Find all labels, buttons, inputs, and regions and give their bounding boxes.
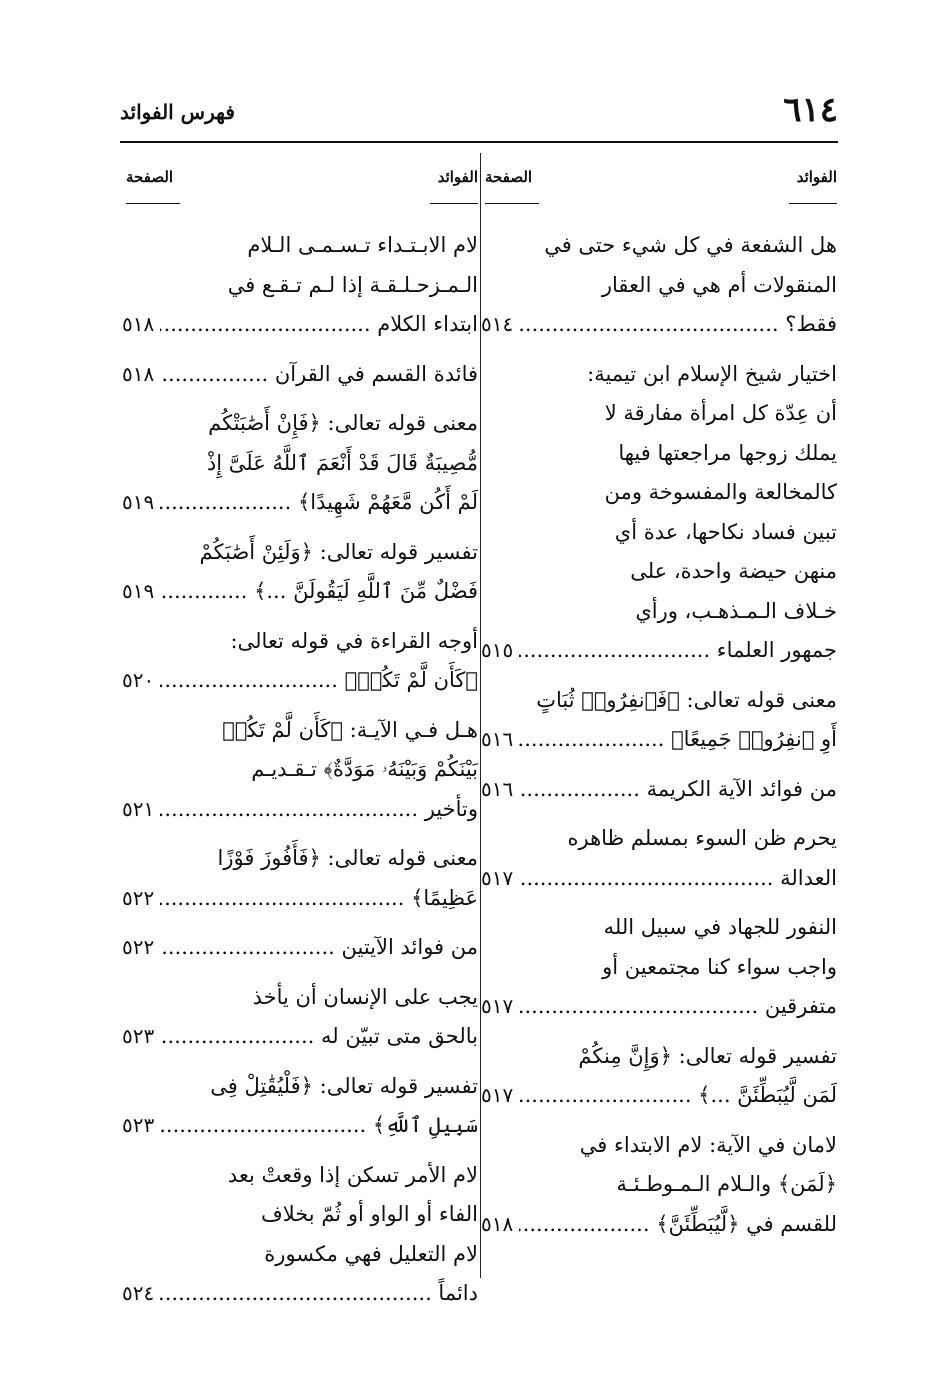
entry-page-number: ٥٢٢ (122, 928, 160, 968)
entry-line (122, 839, 478, 879)
entry-line (481, 1076, 837, 1116)
entry-text: فائدة القسم في القرآن ..... (122, 362, 478, 386)
entry-text: خـلاف الـمـذهـب، ورأي (635, 598, 837, 623)
entry-line (122, 879, 478, 919)
index-entry (122, 404, 478, 523)
entry-line (481, 434, 837, 474)
column-header-underline (789, 203, 837, 205)
entry-line (481, 552, 837, 592)
index-column-right (481, 158, 837, 1254)
entry-text: المنقولات أم هي في العقار (601, 272, 837, 297)
index-entry (122, 928, 478, 968)
entry-text: هل الشفعة في كل شيء حتى في (544, 233, 837, 257)
entry-text: دائماً ..... (122, 1281, 478, 1305)
entry-text: لام الأمر تسكن إذا وقعتْ بعد (227, 1162, 478, 1187)
entry-text: معنى قوله تعالى: ﴿فَإِنْ أَصَٰبَتْكُم (208, 411, 478, 435)
entry-line (122, 928, 478, 968)
column-header-page: الصفحة (485, 168, 533, 186)
entry-line (122, 572, 478, 612)
entry-line (122, 711, 478, 751)
index-entry (481, 770, 837, 810)
entry-line (122, 1156, 478, 1196)
entry-text: ﴿كَأَن لَّمْ تَكُنۢ﴾ ..... (122, 668, 478, 692)
index-entry (481, 908, 837, 1027)
entry-line (122, 622, 478, 662)
entry-text: عَظِيمًا﴾ ..... (122, 886, 478, 910)
entry-page-number: ٥١٧ (481, 859, 519, 899)
column-header-page: الصفحة (126, 168, 174, 186)
entry-text: الـمـزحـلـقـة إذا لـم تـقـع في (227, 272, 478, 297)
index-entry (122, 1156, 478, 1314)
index-entry (481, 819, 837, 898)
entry-line (481, 355, 837, 395)
entry-line (122, 790, 478, 830)
entry-line (122, 305, 478, 345)
entry-text: هـل فـي الآيـة: ﴿كَأَن لَّمْ تَكُنۢ (222, 717, 478, 742)
entry-line (481, 394, 837, 434)
index-entry (122, 622, 478, 701)
entry-line (481, 770, 837, 810)
index-entry (481, 1126, 837, 1245)
index-entry (481, 1037, 837, 1116)
entry-line (481, 1165, 837, 1205)
entry-text: أَوِ ٱنفِرُوا۟ جَمِيعًا﴾ ..... (481, 727, 837, 751)
entry-text: من فوائد الآيتين ..... (122, 935, 478, 959)
entry-page-number: ٥١٥ (481, 631, 519, 671)
entry-line (481, 513, 837, 553)
entry-line (122, 661, 478, 701)
entry-text: يحرم ظن السوء بمسلم ظاهره (567, 826, 837, 850)
entry-text: من فوائد الآية الكريمة ..... (481, 777, 837, 801)
entry-page-number: ٥١٨ (122, 355, 160, 395)
entry-text: تبين فساد نكاحها، عدة أي (614, 519, 837, 544)
entry-line (481, 1126, 837, 1166)
entry-text: معنى قوله تعالى: ﴿فَأَفُوزَ فَوْزًا (217, 846, 478, 870)
entry-text: ابتداء الكلام ..... (122, 312, 478, 336)
entry-text: لام الابـتـداء تـسـمـى الـلام (247, 233, 478, 257)
entry-page-number: ٥٢٣ (122, 1017, 160, 1057)
entry-line (481, 948, 837, 988)
entry-line (122, 1106, 478, 1146)
entry-line (481, 226, 837, 266)
entry-page-number: ٥٢٣ (122, 1106, 160, 1146)
column-header-underline (126, 203, 180, 205)
entry-line (122, 978, 478, 1018)
entry-text: مُّصِيبَةٌ قَالَ قَدْ أَنْعَمَ ٱللَّهُ عَلَىَّ إِذْ (206, 450, 478, 475)
entry-text: بَيْنَكُمْ وَبَيْنَهُۥ مَوَدَّةٌ﴾ تـقـديـم (251, 757, 478, 781)
entry-line (122, 266, 478, 306)
entry-page-number: ٥١٧ (481, 987, 519, 1027)
index-entry (122, 533, 478, 612)
entry-line (122, 1274, 478, 1314)
entry-line (481, 1205, 837, 1245)
entry-text: منهن حيضة واحدة، على (630, 559, 837, 583)
entry-text: اختيار شيخ الإسلام ابن تيمية: (587, 361, 837, 386)
index-entry (122, 711, 478, 830)
entry-text: الفاء أو الواو أو ثُمّ بخلاف (260, 1202, 478, 1226)
entry-text: فَضْلٌ مِّنَ ٱللَّهِ لَيَقُولَنَّ ...﴾ ..... (122, 579, 478, 603)
entry-line (481, 305, 837, 345)
index-entry (122, 226, 478, 345)
entry-page-number: ٥١٦ (481, 770, 519, 810)
index-entries (122, 226, 478, 1314)
entry-text: أن عِدّة كل امرأة مفارقة لا (604, 401, 837, 425)
entry-line (481, 720, 837, 760)
entry-line (481, 592, 837, 632)
index-entry (122, 1067, 478, 1146)
entry-text: العدالة ..... (481, 866, 837, 890)
entry-text: تفسير قوله تعالى: ﴿وَإِنَّ مِنكُمْ (578, 1043, 837, 1068)
entry-line (122, 1017, 478, 1057)
index-column-left (122, 158, 478, 1324)
entry-text: متفرقين ..... (481, 994, 837, 1018)
entry-line (122, 404, 478, 444)
entry-text: يجب على الإنسان أن يأخذ (252, 984, 478, 1009)
entry-text: وتأخير ..... (122, 797, 478, 821)
column-header-underline (485, 203, 539, 205)
entry-text: جمهور العلماء ..... (481, 638, 837, 662)
entry-line (122, 444, 478, 484)
column-header (122, 158, 478, 204)
entry-page-number: ٥٢٠ (122, 661, 160, 701)
entry-text: بالحق متى تبيّن له ..... (122, 1024, 478, 1048)
entry-line (122, 1235, 478, 1275)
entry-page-number: ٥١٤ (481, 305, 519, 345)
entry-line (122, 750, 478, 790)
entry-text: للقسم في ﴿لَّيُبَطِّئَنَّ﴾ ..... (481, 1212, 837, 1236)
entry-line (481, 859, 837, 899)
entry-line (122, 533, 478, 573)
index-entry (122, 978, 478, 1057)
header-rule (120, 141, 838, 143)
entry-page-number: ٥١٧ (481, 1076, 519, 1116)
entry-text: النفور للجهاد في سبيل الله (603, 915, 837, 939)
index-entries (481, 226, 837, 1244)
page-number: ٦١٤ (783, 90, 838, 130)
entry-line (122, 483, 478, 523)
index-entry (481, 226, 837, 345)
page-header (120, 90, 838, 140)
column-header-fawaid: الفوائد (437, 168, 478, 186)
entry-text: أوجه القراءة في قوله تعالى: (230, 628, 478, 653)
entry-text: كالمخالعة والمفسوخة ومن (604, 480, 837, 504)
entry-text: لَمَن لَّيُبَطِّئَنَّ ...﴾ ..... (481, 1083, 837, 1107)
index-entry (481, 355, 837, 671)
index-entry (481, 681, 837, 760)
entry-text: يملك زوجها مراجعتها فيها (618, 440, 837, 465)
column-header-underline (430, 203, 478, 205)
column-header (481, 158, 837, 204)
entry-text: سَبِيلِ ٱللَّهِ﴾ ..... (122, 1113, 478, 1137)
entry-line (481, 681, 837, 721)
entry-line (481, 819, 837, 859)
entry-page-number: ٥١٨ (122, 305, 160, 345)
entry-text: لَمْ أَكُن مَّعَهُمْ شَهِيدًا﴾ ..... (122, 490, 478, 514)
entry-page-number: ٥١٨ (481, 1205, 519, 1245)
entry-line (481, 631, 837, 671)
entry-page-number: ٥١٩ (122, 572, 160, 612)
index-entry (122, 355, 478, 395)
entry-text: تفسير قوله تعالى: ﴿فَلْيُقَٰتِلْ فِى (210, 1073, 478, 1098)
entry-page-number: ٥٢٤ (122, 1274, 160, 1314)
entry-text: لام التعليل فهي مكسورة (264, 1241, 478, 1266)
entry-text: لامان في الآية: لام الابتداء في (579, 1132, 837, 1157)
entry-page-number: ٥٢٢ (122, 879, 160, 919)
entry-line (122, 1067, 478, 1107)
entry-line (481, 266, 837, 306)
entry-line (481, 908, 837, 948)
entry-line (481, 473, 837, 513)
running-title: فهرس الفوائد (120, 100, 235, 124)
entry-line (481, 987, 837, 1027)
entry-line (122, 1195, 478, 1235)
entry-line (122, 226, 478, 266)
column-header-fawaid: الفوائد (796, 168, 837, 186)
entry-page-number: ٥١٩ (122, 483, 160, 523)
entry-page-number: ٥١٦ (481, 720, 519, 760)
entry-text: ﴿لَمَن﴾ والـلام الـمـوطـئـة (616, 1172, 837, 1196)
entry-line (481, 1037, 837, 1077)
entry-text: معنى قوله تعالى: ﴿فَٱنفِرُوا۟ ثُبَاتٍ (536, 687, 837, 712)
entry-line (122, 355, 478, 395)
entry-text: فقط؟ ..... (481, 312, 837, 336)
index-entry (122, 839, 478, 918)
entry-text: تفسير قوله تعالى: ﴿وَلَئِنْ أَصَٰبَكُمْ (199, 539, 478, 564)
entry-text: واجب سواء كنا مجتمعين أو (602, 954, 837, 979)
entry-page-number: ٥٢١ (122, 790, 160, 830)
